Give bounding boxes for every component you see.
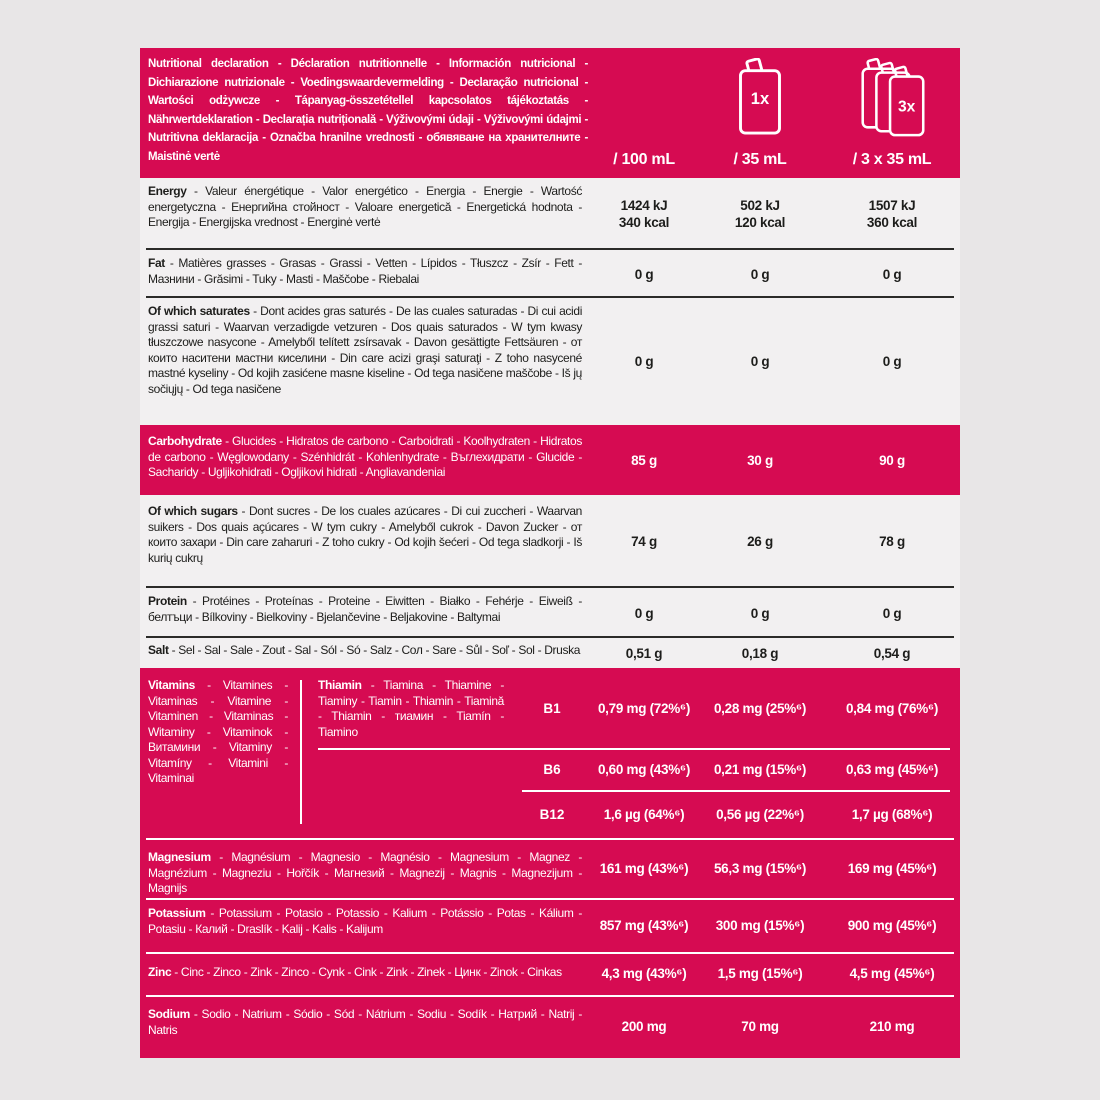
- value-per-35ml: 1,5 mg (15%⁶): [717, 966, 803, 981]
- row-salt: [140, 638, 960, 668]
- nutrient-translations: - Cinc - Zinco - Zink - Zinco - Cynk - Cink - Zink - Zinek - Цинк - Zinok - Cinkas: [174, 965, 562, 979]
- row-sodium: [140, 995, 960, 1058]
- nutrient-translations: - Matières grasses - Grasas - Grassi - Vetten - Lípidos - Tłuszcz - Zsír - Fett - Мазнини - Grăsimi - Tuky - Masti - Maščobe - Riebalai: [148, 256, 583, 286]
- value-per-100ml: 0 g: [634, 354, 654, 369]
- nutrition-table: [140, 48, 960, 1058]
- column-header-per-35ml: / 35 mL: [733, 151, 787, 168]
- nutrient-label: [140, 838, 592, 898]
- value-per-35ml: 70 mg: [741, 1019, 779, 1034]
- b6-b12-divider: [522, 790, 950, 792]
- row-potassium: [140, 898, 960, 952]
- value-per-100ml: [592, 178, 696, 250]
- value-per-35ml: 56,3 mg (15%⁶): [713, 860, 807, 876]
- column-header-per-3x35ml: / 3 x 35 mL: [852, 151, 932, 168]
- nutrient-name: Sodium: [148, 1007, 190, 1021]
- value-per-3x35ml: 169 mg (45%⁶): [847, 860, 937, 876]
- vitamin-b12-label: B12: [539, 806, 565, 822]
- nutrient-name: Carbohydrate: [148, 434, 222, 448]
- nutrient-name: Salt: [148, 643, 169, 657]
- row-zinc: [140, 952, 960, 995]
- row-sugars: [140, 495, 960, 588]
- nutrient-label: [140, 495, 592, 588]
- value-per-3x35ml: 210 mg: [869, 1019, 915, 1034]
- energy-kj: 1424 kJ: [620, 197, 668, 213]
- row-vitamins: [140, 668, 960, 838]
- gel-sachet-1x-icon: [696, 48, 824, 146]
- nutrient-name: Protein: [148, 594, 187, 608]
- value-per-100ml: 857 mg (43%⁶): [599, 917, 689, 933]
- nutrient-translations: - Magnésium - Magnesio - Magnésio - Magnesium - Magnez - Magnézium - Magneziu - Hořčík - Магнезий - Magnezij - Magnis - Magnezijum - Magnijs: [148, 850, 582, 895]
- value-per-3x35ml: 0 g: [882, 605, 902, 621]
- value-per-3x35ml: 0 g: [882, 354, 902, 369]
- value-per-100ml: 0 g: [634, 266, 654, 282]
- value-per-100ml: 74 g: [631, 534, 657, 549]
- nutrient-label: [140, 898, 592, 952]
- nutrient-translations: - Sel - Sal - Sale - Zout - Sal - Sól - Só - Salz - Сол - Sare - Sůl - Soľ - Sol - Druska: [171, 643, 581, 657]
- vitamin-b1-label: B1: [543, 700, 561, 716]
- value-per-100ml: 0,60 mg (43%⁶): [597, 761, 691, 777]
- nutrient-label: [140, 952, 592, 995]
- row-fat: [140, 250, 960, 298]
- value-per-3x35ml: 0 g: [882, 266, 902, 282]
- value-per-35ml: 0,28 mg (25%⁶): [713, 700, 807, 716]
- value-per-35ml: 30 g: [747, 452, 773, 468]
- value-per-3x35ml: 90 g: [879, 452, 905, 468]
- energy-kj: 1507 kJ: [868, 197, 916, 213]
- value-per-3x35ml: 0,63 mg (45%⁶): [845, 761, 939, 777]
- row-carbohydrate: [140, 425, 960, 495]
- nutrient-label: [140, 668, 300, 838]
- nutrient-label: [140, 425, 592, 495]
- row-protein: [140, 588, 960, 638]
- thiamin-name: Thiamin: [318, 678, 362, 692]
- table-title: Nutritional declaration - Déclaration nutritionnelle - Información nutricional - Dichiarazione nutrizionale - Voedingswaardevermelding - Declaração nutricional - Wartości odżywcze - Tápanyag-összetétellel kapcsolatos tájékoztatás - Nährwertdeklaration - Declarația nutrițională - Výživovými údaji - Výživovými údajmi - Nutritivna deklaracija - Označba hranilne vrednosti - обявяване на хранителните - Maistinė vertė: [148, 58, 588, 163]
- nutrient-translations: - Potassium - Potasio - Potassio - Kalium - Potássio - Potas - Kálium - Potasiu - Калий - Draslík - Kalij - Kalis - Kalijum: [148, 906, 582, 936]
- nutrient-label: [140, 178, 592, 250]
- gel-sachet-3x-icon: [824, 48, 960, 146]
- nutrient-name: Fat: [148, 256, 165, 270]
- nutrient-translations: - Protéines - Proteínas - Proteine - Eiwitten - Białko - Fehérje - Eiweiß - белтъци - Bílkoviny - Bielkoviny - Bjelančevine - Beljakovine - Baltymai: [148, 594, 583, 624]
- value-per-3x35ml: [824, 178, 960, 250]
- row-magnesium: [140, 838, 960, 898]
- nutrient-translations: - Sodio - Natrium - Sódio - Sód - Nátrium - Sodiu - Sodík - Натрий - Natrij - Natris: [148, 1007, 582, 1037]
- value-per-35ml: 26 g: [747, 534, 773, 549]
- value-per-100ml: 0 g: [634, 605, 654, 621]
- nutrient-translations: - Dont sucres - De los cuales azúcares - Di cui zuccheri - Waarvan suikers - Dos quais açúcares - W tym cukry - Amelyből cukrok - Davon Zucker - от които захари - Din care zaharuri - Z toho cukry - Od kojih šećeri - Od tega sladkorji - Iš kurių cukrų: [148, 504, 582, 565]
- value-per-35ml: 0,21 mg (15%⁶): [713, 761, 807, 777]
- gel-count-1x-label: 1x: [750, 88, 770, 108]
- nutrient-name: Of which saturates: [148, 304, 250, 318]
- nutrient-label: [140, 588, 592, 638]
- value-per-3x35ml: 78 g: [879, 534, 905, 549]
- vitamins-vertical-divider: [300, 680, 302, 824]
- value-per-100ml: 4,3 mg (43%⁶): [601, 966, 687, 981]
- nutrient-name: Potassium: [148, 906, 206, 920]
- energy-kcal: 120 kcal: [734, 215, 786, 230]
- value-per-35ml: 0 g: [750, 266, 770, 282]
- value-per-35ml: 300 mg (15%⁶): [715, 917, 805, 933]
- value-per-100ml: 161 mg (43%⁶): [599, 860, 689, 876]
- value-per-35ml: 0,56 µg (22%⁶): [716, 806, 804, 822]
- table-header: [140, 48, 960, 178]
- value-per-3x35ml: 0,84 mg (76%⁶): [845, 700, 939, 716]
- value-per-35ml: 0 g: [750, 605, 770, 621]
- thiamin-translations: - Tiamina - Thiamine - Tiaminy - Tiamin - Thiamin - Tiamină - Thiamin - тиамин - Tiamín - Tiamino: [318, 678, 505, 739]
- row-energy: [140, 178, 960, 250]
- row-saturates: [140, 298, 960, 425]
- nutrient-translations: - Vitamines - Vitaminas - Vitamine - Vitaminen - Vitaminas - Witaminy - Vitaminok - Витамини - Vitaminy - Vitamíny - Vitamini - Vitaminai: [148, 678, 288, 785]
- value-per-3x35ml: 4,5 mg (45%⁶): [849, 966, 935, 981]
- gel-count-3x-label: 3x: [897, 98, 916, 116]
- energy-kj: 502 kJ: [740, 197, 780, 213]
- value-per-100ml: 85 g: [631, 452, 657, 468]
- value-per-100ml: 1,6 µg (64%⁶): [603, 806, 685, 822]
- value-per-100ml: 0,79 mg (72%⁶): [597, 700, 691, 716]
- energy-kcal: 360 kcal: [866, 215, 918, 230]
- nutrient-name: Zinc: [148, 965, 172, 979]
- value-per-3x35ml: 900 mg (45%⁶): [847, 917, 937, 933]
- nutrient-label: [140, 995, 592, 1058]
- nutrient-translations: - Valeur énergétique - Valor energético - Energia - Energie - Wartość energetyczna - Енергийна стойност - Valoare energetică - Energetická hodnota - Energija - Energijska vrednost - Energinė vertė: [148, 184, 583, 229]
- column-header-per-100ml: / 100 mL: [613, 151, 675, 168]
- nutrient-label: [140, 638, 592, 668]
- thiamin-label: [300, 668, 512, 748]
- nutrient-name: Vitamins: [148, 678, 195, 692]
- nutrient-name: Of which sugars: [148, 504, 238, 518]
- value-per-35ml: 0,18 g: [741, 645, 779, 661]
- nutrient-name: Energy: [148, 184, 187, 198]
- value-per-100ml: 200 mg: [621, 1019, 667, 1034]
- nutrient-translations: - Glucides - Hidratos de carbono - Carboidrati - Koolhydraten - Hidratos de carbono - Węglowodany - Szénhidrát - Kohlenhydrate - Въглехидрати - Glucide - Sacharidy - Ugljikohidrati - Ogljikovi hidrati - Angliavandeniai: [148, 434, 582, 479]
- value-per-3x35ml: 1,7 µg (68%⁶): [851, 806, 933, 822]
- b1-b6-divider: [318, 748, 950, 750]
- value-per-35ml: 0 g: [750, 354, 770, 369]
- value-per-100ml: 0,51 g: [625, 645, 663, 661]
- nutrient-label: [140, 298, 592, 425]
- nutrient-translations: - Dont acides gras saturés - De las cuales saturadas - Di cui acidi grassi saturi - Waarvan verzadigde vetzuren - Dos quais saturados - W tym kwasy tłuszczowe nasycone - Amelyből telített zsírsavak - Davon gesättigte Fettsäuren - от които наситени мастни киселини - Din care acizi graşi saturaţi - Z toho nasycené mastné kyseliny - Od kojih zasićene masne kiseline - Od tega nasičene maščobe - Iš jų sočiųjų - Od tega nasičene: [148, 304, 583, 396]
- nutrient-name: Magnesium: [148, 850, 211, 864]
- value-per-35ml: [696, 178, 824, 250]
- energy-kcal: 340 kcal: [618, 215, 670, 230]
- vitamin-b6-label: B6: [543, 761, 561, 777]
- nutrient-label: [140, 250, 592, 298]
- value-per-3x35ml: 0,54 g: [873, 645, 911, 661]
